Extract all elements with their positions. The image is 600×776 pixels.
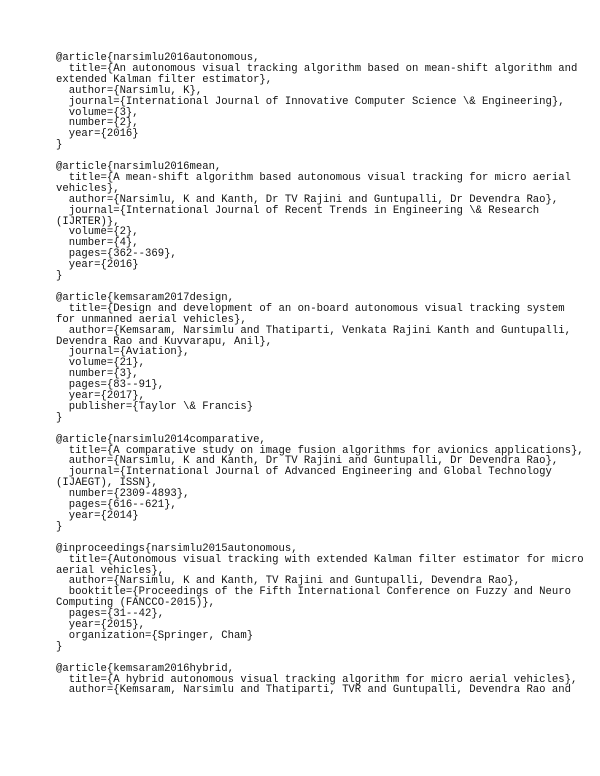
bib-entry: [56, 433, 584, 533]
entry-header: @article{kemsaram2017design,: [56, 291, 235, 304]
title-field: title={A comparative study on image fusion algorithms for avionics applications},: [56, 444, 584, 457]
entry-header: @article{narsimlu2016autonomous,: [56, 52, 260, 64]
journal-field-continuation: (IJAEGT), ISSN},: [56, 477, 158, 490]
author-field: author={Narsimlu, K and Kanth, TV Rajini and Guntupalli, Devendra Rao},: [56, 575, 521, 588]
pages-field: pages={616--621},: [56, 499, 177, 512]
year-field: year={2016}: [56, 128, 139, 141]
author-field: author={Narsimlu, K and Kanth, Dr TV Rajini and Guntupalli, Dr Devendra Rao},: [56, 193, 559, 206]
author-field: author={Narsimlu, K},: [56, 84, 203, 97]
entry-close-brace: }: [56, 270, 63, 283]
entry-header: @article{kemsaram2016hybrid,: [56, 662, 235, 675]
organization-field: organization={Springer, Cham}: [56, 629, 254, 642]
volume-field: volume={3},: [56, 106, 139, 119]
entry-close-brace: }: [56, 520, 63, 533]
author-field: author={Kemsaram, Narsimlu and Thatiparti, Venkata Rajini Kanth and Guntupalli,: [56, 324, 571, 337]
number-field: number={2},: [56, 117, 139, 130]
entry-header: @article{narsimlu2014comparative,: [56, 433, 266, 446]
number-field: number={2309-4893},: [56, 488, 190, 501]
booktitle-field-continuation: Computing (FANCCO-2015)},: [56, 597, 215, 610]
journal-field-continuation: (IJRTER)},: [56, 215, 120, 228]
bib-entry: [56, 291, 571, 424]
title-field: title={A hybrid autonomous visual tracking algorithm for micro aerial vehicles},: [56, 673, 578, 686]
publisher-field: publisher={Taylor \& Francis}: [56, 400, 254, 413]
volume-field: volume={21},: [56, 357, 146, 370]
entry-header: @inproceedings{narsimlu2015autonomous,: [56, 542, 298, 555]
year-field: year={2017},: [56, 390, 146, 403]
number-field: number={4},: [56, 237, 139, 250]
booktitle-field: booktitle={Proceedings of the Fifth International Conference on Fuzzy and Neuro: [56, 586, 571, 599]
journal-field: journal={Aviation},: [56, 346, 190, 359]
author-field: author={Kemsaram, Narsimlu and Thatiparti, TVR and Guntupalli, Devendra Rao and: [56, 684, 571, 697]
bib-entry: [56, 161, 571, 283]
bib-entry: [56, 542, 584, 653]
journal-field: journal={International Journal of Advanced Engineering and Global Technology: [56, 466, 552, 479]
volume-field: volume={2},: [56, 226, 139, 239]
pages-field: pages={83--91},: [56, 379, 165, 392]
year-field: year={2015},: [56, 619, 146, 632]
entry-close-brace: }: [56, 640, 63, 653]
journal-field: journal={International Journal of Innovative Computer Science \& Engineering},: [56, 95, 565, 108]
journal-field: journal={International Journal of Recent Trends in Engineering \& Research: [56, 204, 540, 217]
title-field: title={An autonomous visual tracking algorithm based on mean-shift algorithm and: [56, 62, 578, 75]
pages-field: pages={31--42},: [56, 608, 165, 621]
title-field-continuation: extended Kalman filter estimator},: [56, 73, 273, 86]
title-field-continuation: vehicles},: [56, 182, 120, 195]
bibtex-document: [56, 52, 584, 707]
title-field: title={Design and development of an on-board autonomous visual tracking system: [56, 302, 565, 315]
title-field: title={A mean-shift algorithm based autonomous visual tracking for micro aerial: [56, 171, 571, 184]
bib-entry: [56, 662, 578, 697]
author-field-continuation: Devendra Rao and Kuvvarapu, Anil},: [56, 335, 273, 348]
title-field: title={Autonomous visual tracking with extended Kalman filter estimator for micro: [56, 553, 584, 566]
author-field: author={Narsimlu, K and Kanth, Dr TV Rajini and Guntupalli, Dr Devendra Rao},: [56, 455, 559, 468]
entry-header: @article{narsimlu2016mean,: [56, 161, 222, 174]
entry-close-brace: }: [56, 411, 63, 424]
bib-entry: [56, 52, 578, 152]
title-field-continuation: for unmanned aerial vehicles},: [56, 313, 247, 326]
year-field: year={2016}: [56, 259, 139, 272]
entry-close-brace: }: [56, 139, 63, 152]
year-field: year={2014}: [56, 510, 139, 523]
title-field-continuation: aerial vehicles},: [56, 564, 165, 577]
pages-field: pages={362--369},: [56, 248, 177, 261]
number-field: number={3},: [56, 368, 139, 381]
